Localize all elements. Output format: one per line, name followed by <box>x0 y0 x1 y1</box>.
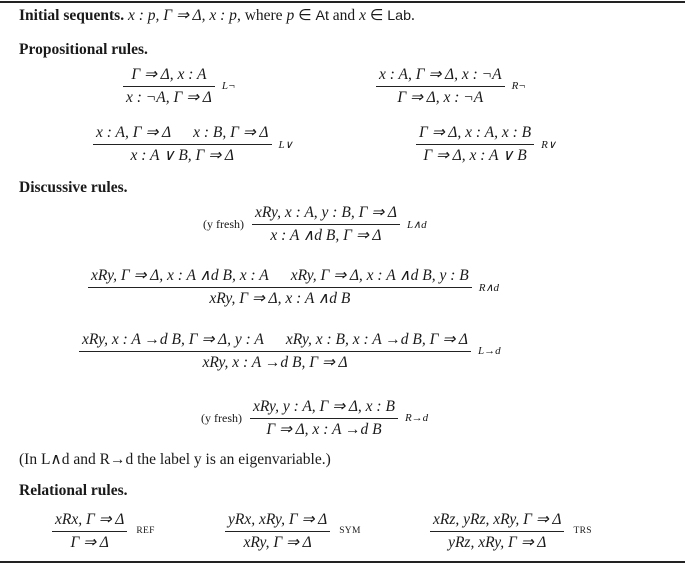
premise: x : A, Γ ⇒ Δ, x : ¬A <box>379 66 502 83</box>
premise: xRy, y : A, Γ ⇒ Δ, x : B <box>252 398 395 415</box>
premise-right: xRy, x : B, x : A →d B, Γ ⇒ Δ <box>285 331 469 348</box>
conclusion: xRy, Γ ⇒ Δ <box>243 534 312 551</box>
premise-left: x : A, Γ ⇒ Δ <box>96 124 172 141</box>
conclusion: Γ ⇒ Δ, x : A ∨ B <box>423 147 527 164</box>
discussive-heading: Discussive rules. <box>19 179 128 196</box>
rule-name: REF <box>136 526 155 537</box>
initial-sequents-heading: Initial sequents. <box>19 7 125 24</box>
labels-set: Lab <box>387 8 411 24</box>
premise: xRz, yRz, xRy, Γ ⇒ Δ <box>433 511 562 528</box>
premise-left: xRy, Γ ⇒ Δ, x : A ∧d B, x : A <box>91 267 269 284</box>
rule-name: R¬ <box>511 80 526 93</box>
rule-name: R∧d <box>478 281 499 294</box>
rule-r-neg <box>376 66 526 107</box>
conclusion: Γ ⇒ Δ, x : A →d B <box>266 421 382 438</box>
side-condition: (y fresh) <box>203 216 244 231</box>
bottom-rule-line <box>0 561 685 563</box>
conclusion: x : A ∨ B, Γ ⇒ Δ <box>130 147 234 164</box>
premise-right: x : B, Γ ⇒ Δ <box>193 124 269 141</box>
premise-left: xRy, x : A →d B, Γ ⇒ Δ, y : A <box>82 331 264 348</box>
where-text: , where <box>236 7 287 24</box>
premise: xRy, x : A, y : B, Γ ⇒ Δ <box>254 204 397 221</box>
premise: xRx, Γ ⇒ Δ <box>55 511 125 528</box>
eigenvariable-note: (In L∧d and R→d the label y is an eigenvariable.) <box>19 451 331 468</box>
conclusion: Γ ⇒ Δ, x : ¬A <box>397 89 484 106</box>
rule-r-and-d <box>88 267 499 308</box>
premise: Γ ⇒ Δ, x : A <box>131 66 207 83</box>
top-rule-line <box>0 1 685 3</box>
initial-sequent-formula: x : p, Γ ⇒ Δ, x : p <box>127 7 237 24</box>
and-text: and <box>328 7 360 24</box>
conclusion: x : A ∧d B, Γ ⇒ Δ <box>270 227 382 244</box>
rule-l-or <box>93 124 293 165</box>
rule-trs <box>430 511 592 552</box>
rule-name: R→d <box>404 412 429 425</box>
rule-name: R∨ <box>541 138 556 151</box>
rule-l-neg <box>123 66 235 107</box>
premise: yRx, xRy, Γ ⇒ Δ <box>228 511 328 528</box>
conclusion: xRy, Γ ⇒ Δ, x : A ∧d B <box>209 290 351 307</box>
rule-ref <box>52 511 155 552</box>
propositional-heading: Propositional rules. <box>19 41 148 58</box>
rule-name: L¬ <box>221 80 236 93</box>
rule-name: L∧d <box>406 218 427 231</box>
conclusion: yRz, xRy, Γ ⇒ Δ <box>448 534 547 551</box>
initial-sequents-line <box>19 8 415 24</box>
rule-sym <box>225 511 361 552</box>
rule-l-and-d <box>203 204 427 245</box>
atoms-set: At <box>315 8 329 24</box>
rule-r-imp-d <box>201 398 428 439</box>
premise: Γ ⇒ Δ, x : A, x : B <box>419 124 532 141</box>
period: . <box>411 7 415 24</box>
conclusion: xRy, x : A →d B, Γ ⇒ Δ <box>202 354 348 371</box>
conclusion: x : ¬A, Γ ⇒ Δ <box>126 89 212 106</box>
rule-name: SYM <box>339 526 361 537</box>
rule-name: TRS <box>573 526 592 537</box>
rule-name: L→d <box>478 345 501 358</box>
in-symbol: ∈ <box>365 7 388 24</box>
side-condition: (y fresh) <box>201 410 242 425</box>
in-symbol: ∈ <box>294 7 316 24</box>
var-x: x <box>359 7 366 24</box>
conclusion: Γ ⇒ Δ <box>70 534 109 551</box>
rule-l-imp-d <box>79 331 501 372</box>
premise-right: xRy, Γ ⇒ Δ, x : A ∧d B, y : B <box>290 267 469 284</box>
rule-name: L∨ <box>278 138 293 151</box>
rule-r-or <box>416 124 556 165</box>
var-p: p <box>286 7 295 24</box>
relational-heading: Relational rules. <box>19 482 128 499</box>
